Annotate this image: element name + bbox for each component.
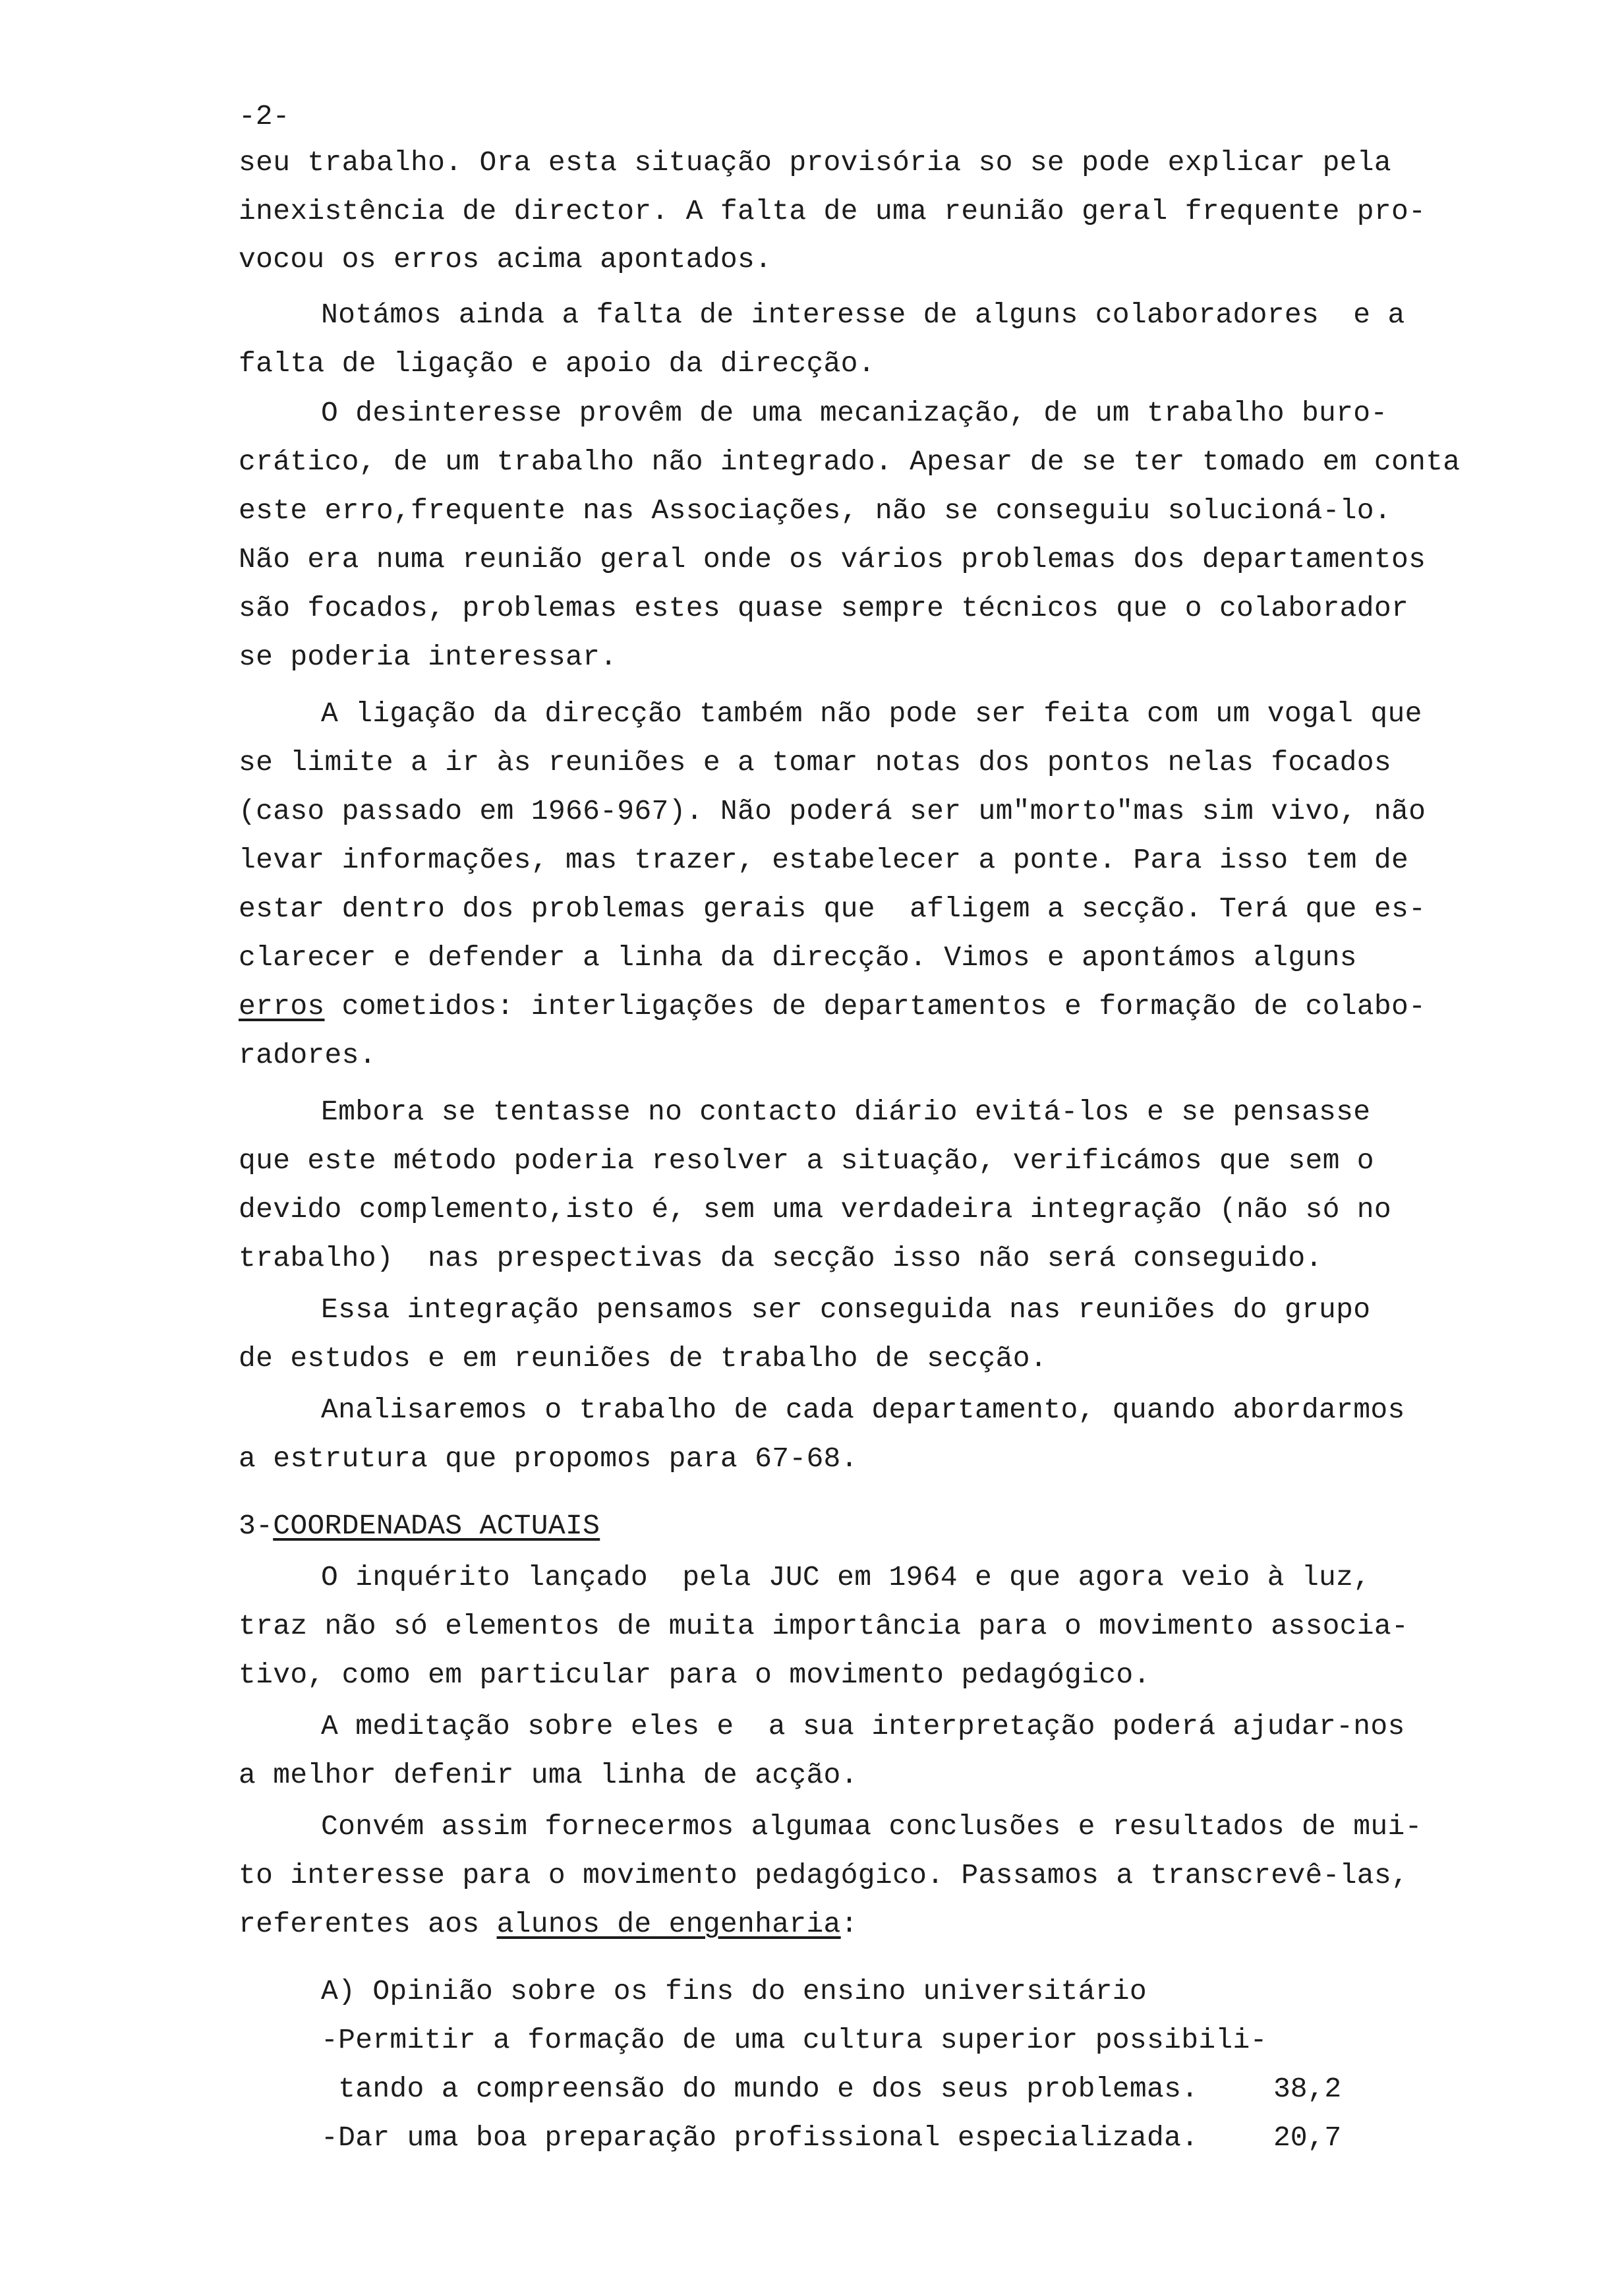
text-line: Analisaremos o trabalho de cada departamento, quando abordarmos: [321, 1394, 1405, 1426]
text-line: clarecer e defender a linha da direcção. Vimos e apontámos alguns: [239, 941, 1357, 974]
text-line: se limite a ir às reuniões e a tomar notas dos pontos nelas focados: [239, 746, 1391, 779]
text-line: seu trabalho. Ora esta situação provisória so se pode explicar pela: [239, 146, 1391, 179]
text-line: radores.: [239, 1039, 376, 1071]
text-line: [239, 1908, 858, 1941]
text-line: Notámos ainda a falta de interesse de alguns colaboradores e a: [321, 299, 1405, 331]
list-item-text: tando a compreensão do mundo e dos seus problemas.: [321, 2073, 1199, 2105]
text-line: de estudos e em reuniões de trabalho de secção.: [239, 1342, 1047, 1375]
text-line: [239, 990, 1426, 1023]
text-line: falta de ligação e apoio da direcção.: [239, 347, 875, 380]
underlined-alunos-engenharia: alunos de engenharia: [496, 1908, 841, 1940]
text-line-rest: cometidos: interligações de departamentos e formação de colabo-: [341, 990, 1426, 1023]
text-line: devido complemento,isto é, sem uma verdadeira integração (não só no: [239, 1193, 1391, 1226]
text-line: trabalho) nas prespectivas da secção isso não será conseguido.: [239, 1242, 1323, 1274]
text-line: Não era numa reunião geral onde os vários problemas dos departamentos: [239, 543, 1426, 576]
text-line: Essa integração pensamos ser conseguida nas reuniões do grupo: [321, 1293, 1371, 1326]
text-line: A meditação sobre eles e a sua interpretação poderá ajudar-nos: [321, 1710, 1405, 1742]
list-item-value: 38,2: [1273, 2073, 1342, 2105]
text-line: Convém assim fornecermos algumaa conclusões e resultados de mui-: [321, 1810, 1422, 1843]
text-line: levar informações, mas trazer, estabelecer a ponte. Para isso tem de: [239, 844, 1409, 876]
text-line: A ligação da direcção também não pode ser feita com um vogal que: [321, 698, 1422, 730]
list-heading: A) Opinião sobre os fins do ensino universitário: [321, 1975, 1147, 2007]
text-line: to interesse para o movimento pedagógico. Passamos a transcrevê-las,: [239, 1859, 1409, 1891]
text-line: a melhor defenir uma linha de acção.: [239, 1759, 858, 1791]
text-line: que este método poderia resolver a situação, verificámos que sem o: [239, 1144, 1374, 1177]
text-line: crático, de um trabalho não integrado. Apesar de se ter tomado em conta: [239, 446, 1461, 478]
section-heading: [239, 1510, 600, 1543]
text-line: a estrutura que propomos para 67-68.: [239, 1442, 858, 1475]
text-line: se poderia interessar.: [239, 641, 618, 673]
text-line: O desinteresse provêm de uma mecanização, de um trabalho buro-: [321, 397, 1388, 429]
text-line: traz não só elementos de muita importância para o movimento associa-: [239, 1610, 1409, 1642]
underlined-erros: erros: [239, 990, 325, 1023]
text-line: (caso passado em 1966-967). Não poderá ser um"morto"mas sim vivo, não: [239, 795, 1426, 827]
text-line: este erro,frequente nas Associações, não se conseguiu solucioná-lo.: [239, 494, 1391, 527]
text-line-start: referentes aos: [239, 1908, 497, 1940]
text-line: tivo, como em particular para o movimento pedagógico.: [239, 1659, 1151, 1691]
list-item-text: -Dar uma boa preparação profissional especializada.: [321, 2122, 1199, 2154]
colon: :: [840, 1908, 858, 1940]
section-title: COORDENADAS ACTUAIS: [273, 1510, 600, 1542]
text-line: O inquérito lançado pela JUC em 1964 e que agora veio à luz,: [321, 1561, 1371, 1593]
section-number: 3-: [239, 1510, 274, 1542]
page-number: -2-: [239, 100, 290, 133]
text-line: Embora se tentasse no contacto diário evitá-los e se pensasse: [321, 1096, 1371, 1128]
list-item-text: -Permitir a formação de uma cultura superior possibili-: [321, 2024, 1267, 2056]
text-line: são focados, problemas estes quase sempre técnicos que o colaborador: [239, 592, 1409, 624]
text-line: vocou os erros acima apontados.: [239, 243, 772, 276]
text-line: estar dentro dos problemas gerais que afligem a secção. Terá que es-: [239, 893, 1426, 925]
text-line: inexistência de director. A falta de uma reunião geral frequente pro-: [239, 195, 1426, 227]
list-item-value: 20,7: [1273, 2122, 1342, 2154]
